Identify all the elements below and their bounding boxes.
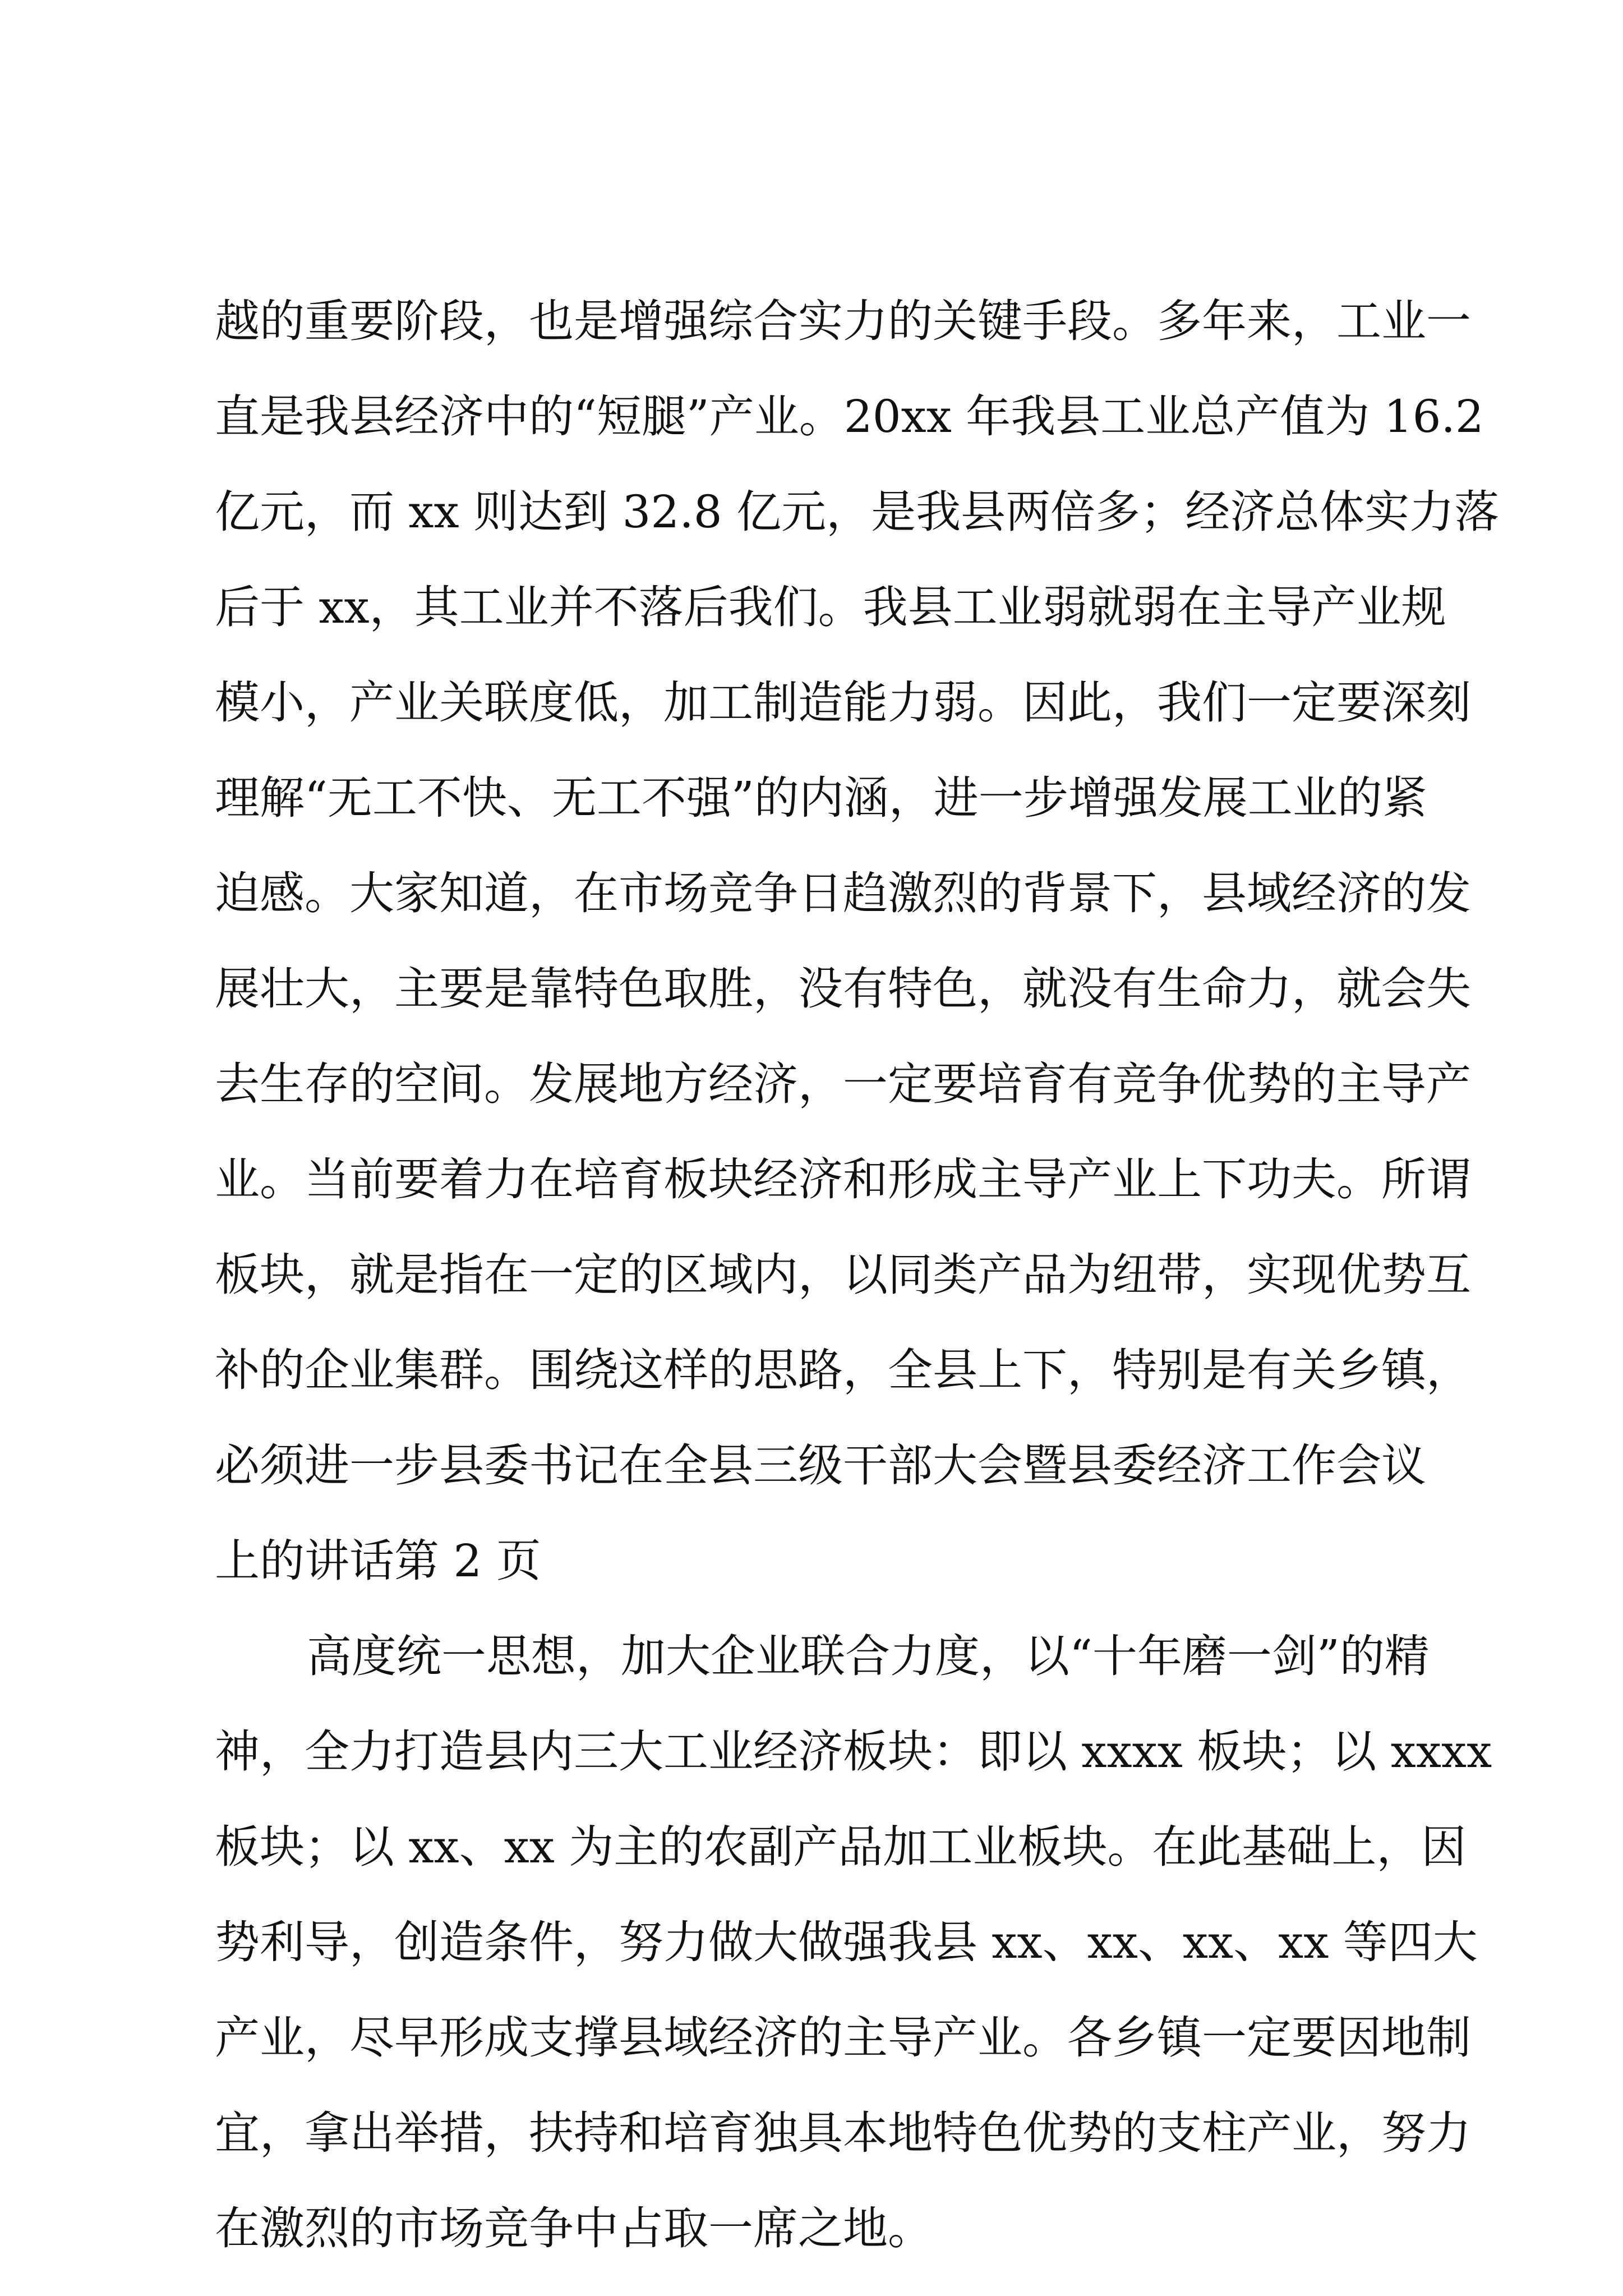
text-line-7: 迫感。大家知道，在市场竞争日趋激烈的背景下，县域经济的发 <box>215 867 1471 919</box>
text-line-15: 高度统一思想，加大企业联合力度，以“十年磨一剑”的精 <box>307 1630 1430 1682</box>
text-line-19: 产业，尽早形成支撑县域经济的主导产业。各乡镇一定要因地制 <box>215 2012 1471 2064</box>
text-line-8: 展壮大，主要是靠特色取胜，没有特色，就没有生命力，就会失 <box>215 963 1471 1015</box>
text-line-2: 直是我县经济中的“短腿”产业。20xx 年我县工业总产值为 16.2 <box>215 390 1484 443</box>
text-line-5: 模小，产业关联度低，加工制造能力弱。因此，我们一定要深刻 <box>215 677 1471 729</box>
text-line-17: 板块；以 xx、xx 为主的农副产品加工业板块。在此基础上，因 <box>215 1821 1467 1873</box>
text-line-21: 在激烈的市场竞争中占取一席之地。 <box>215 2202 933 2254</box>
text-line-1: 越的重要阶段，也是增强综合实力的关键手段。多年来，工业一 <box>215 295 1471 347</box>
text-line-4: 后于 xx，其工业并不落后我们。我县工业弱就弱在主导产业规 <box>215 581 1446 633</box>
text-line-11: 板块，就是指在一定的区域内，以同类产品为纽带，实现优势互 <box>215 1249 1471 1301</box>
text-line-9: 去生存的空间。发展地方经济，一定要培育有竞争优势的主导产 <box>215 1058 1471 1110</box>
text-line-12: 补的企业集群。围绕这样的思路，全县上下，特别是有关乡镇， <box>215 1344 1471 1396</box>
text-line-10: 业。当前要着力在培育板块经济和形成主导产业上下功夫。所谓 <box>215 1153 1471 1205</box>
text-line-13: 必须进一步县委书记在全县三级干部大会暨县委经济工作会议 <box>215 1439 1426 1492</box>
text-line-18: 势利导，创造条件，努力做大做强我县 xx、xx、xx、xx 等四大 <box>215 1916 1478 1968</box>
text-line-3: 亿元，而 xx 则达到 32.8 亿元，是我县两倍多；经济总体实力落 <box>215 486 1500 538</box>
text-line-14: 上的讲话第 2 页 <box>215 1535 541 1587</box>
text-line-20: 宜，拿出举措，扶持和培育独具本地特色优势的支柱产业，努力 <box>215 2107 1471 2159</box>
text-line-6: 理解“无工不快、无工不强”的内涵，进一步增强发展工业的紧 <box>215 772 1427 824</box>
text-line-16: 神，全力打造县内三大工业经济板块：即以 xxxx 板块；以 xxxx <box>215 1726 1492 1778</box>
